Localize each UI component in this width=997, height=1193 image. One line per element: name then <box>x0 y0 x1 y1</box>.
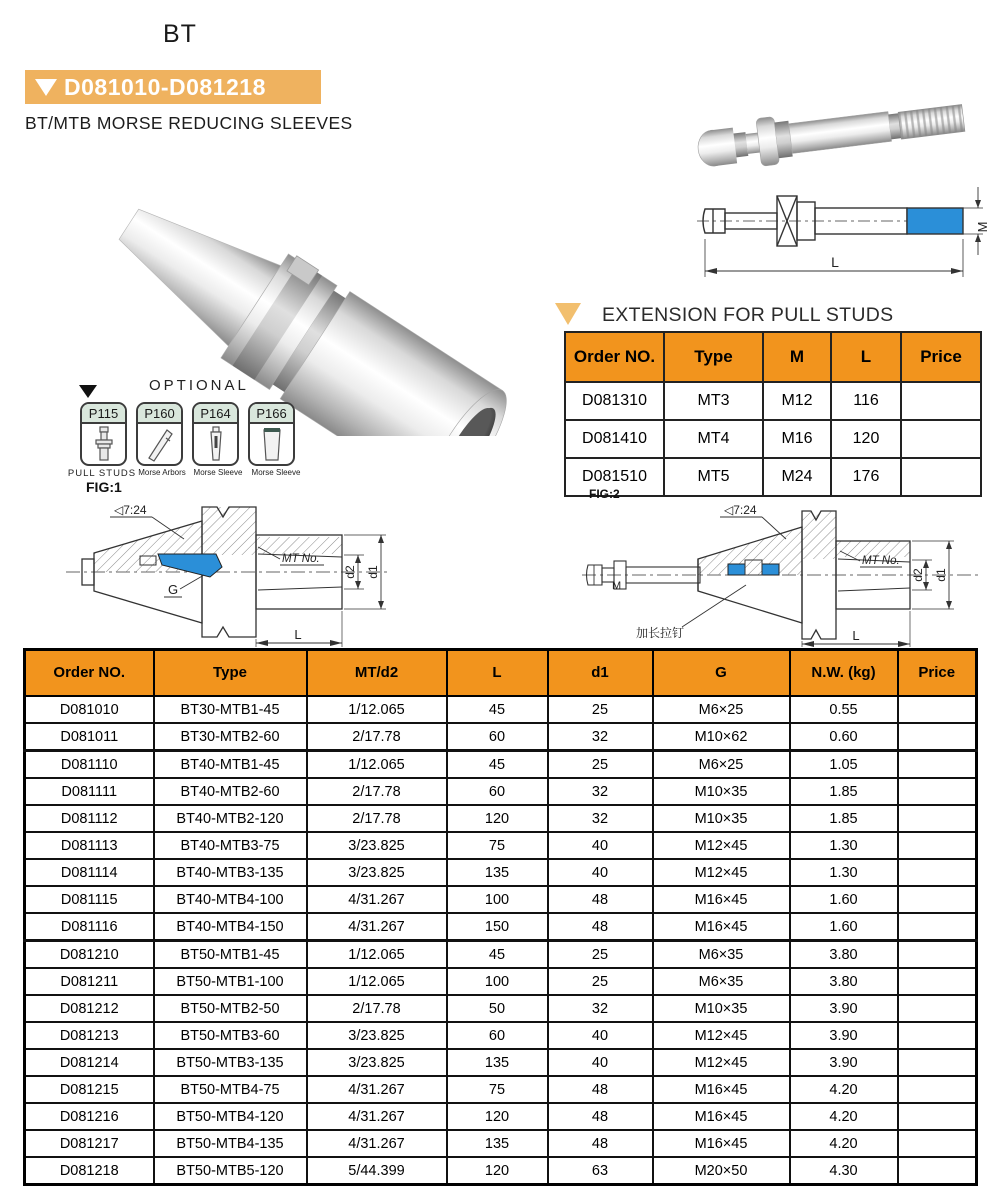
cell: 25 <box>548 696 653 723</box>
table-row <box>25 1157 977 1185</box>
cell: BT50-MTB4-135 <box>154 1130 307 1157</box>
table-row <box>25 751 977 779</box>
banner-text: D081010-D081218 <box>64 73 266 100</box>
cell: 1/12.065 <box>307 696 447 723</box>
cell: BT50-MTB4-75 <box>154 1076 307 1103</box>
cell: BT50-MTB3-60 <box>154 1022 307 1049</box>
fig1-mt-label: MT No. <box>282 553 320 565</box>
cell: 4.20 <box>790 1130 898 1157</box>
cell <box>898 1103 977 1130</box>
col-type: Type <box>664 332 763 382</box>
fig1-l-label: L <box>294 627 302 642</box>
cell: 48 <box>548 1130 653 1157</box>
cell: BT50-MTB3-135 <box>154 1049 307 1076</box>
cell: 1/12.065 <box>307 941 447 969</box>
extension-cell: MT3 <box>664 382 763 420</box>
fig2-l-label: L <box>852 628 860 643</box>
cell <box>898 859 977 886</box>
stud-dim-m-label: M <box>975 221 990 233</box>
table-row <box>25 913 977 941</box>
cell: M6×25 <box>653 751 790 779</box>
col-price: Price <box>901 332 981 382</box>
pull-stud-drawing <box>695 183 997 291</box>
extension-cell <box>901 420 981 458</box>
col-d1: d1 <box>548 650 653 697</box>
main-table-body <box>25 696 977 1185</box>
col-type: Type <box>154 650 307 697</box>
table-row <box>25 886 977 913</box>
fig2-m-label: M <box>612 580 622 592</box>
table-row <box>25 941 977 969</box>
cell: D081214 <box>25 1049 154 1076</box>
cell: 50 <box>447 995 548 1022</box>
cell: BT50-MTB5-120 <box>154 1157 307 1185</box>
cell: 4.20 <box>790 1103 898 1130</box>
optional-code: P166 <box>250 404 293 424</box>
optional-boxes <box>80 402 295 466</box>
fig1-d2-label: d2 <box>343 565 357 579</box>
cell: 75 <box>447 1076 548 1103</box>
table-row <box>25 1103 977 1130</box>
fig2-drawing <box>578 497 988 649</box>
cell: M12×45 <box>653 1049 790 1076</box>
cell: 48 <box>548 886 653 913</box>
cell: D081215 <box>25 1076 154 1103</box>
optional-caption: Morse Sleeve <box>251 468 301 477</box>
cell <box>898 1049 977 1076</box>
table-row <box>25 805 977 832</box>
cell: 135 <box>447 1130 548 1157</box>
col-l: L <box>447 650 548 697</box>
cell: M10×35 <box>653 778 790 805</box>
cell: 2/17.78 <box>307 805 447 832</box>
cell: 4.30 <box>790 1157 898 1185</box>
fig1-taper-label: ◁7:24 <box>114 503 147 517</box>
cell: 100 <box>447 886 548 913</box>
cell: 40 <box>548 1022 653 1049</box>
cell <box>898 751 977 779</box>
cell: BT40-MTB2-60 <box>154 778 307 805</box>
cell: M6×35 <box>653 941 790 969</box>
morse-sleeve-icon <box>194 424 237 464</box>
extension-cell: M16 <box>763 420 831 458</box>
cell: 3/23.825 <box>307 832 447 859</box>
cell: 150 <box>447 913 548 941</box>
cell: BT40-MTB3-75 <box>154 832 307 859</box>
optional-caption: PULL STUDS <box>67 468 137 479</box>
cell: M16×45 <box>653 913 790 941</box>
morse-sleeve-icon <box>250 424 293 464</box>
fig2-d1-label: d1 <box>934 568 948 582</box>
cell: M10×35 <box>653 995 790 1022</box>
cell: 0.55 <box>790 696 898 723</box>
cell <box>898 805 977 832</box>
cell: 63 <box>548 1157 653 1185</box>
cell: 2/17.78 <box>307 778 447 805</box>
cell: 0.60 <box>790 723 898 751</box>
cell: 4/31.267 <box>307 913 447 941</box>
cell: 32 <box>548 995 653 1022</box>
fig2-d2-label: d2 <box>911 568 925 582</box>
cell: 1.60 <box>790 913 898 941</box>
cell: 3.80 <box>790 968 898 995</box>
extension-cell: M12 <box>763 382 831 420</box>
cell: BT40-MTB4-150 <box>154 913 307 941</box>
page-title: BT <box>163 20 197 48</box>
cell: D081216 <box>25 1103 154 1130</box>
cell: 120 <box>447 805 548 832</box>
cell: D081011 <box>25 723 154 751</box>
main-table <box>23 648 978 1186</box>
pull-stud-icon <box>82 424 125 464</box>
table-row <box>25 1049 977 1076</box>
cell: 32 <box>548 778 653 805</box>
optional-box-p164 <box>192 402 239 466</box>
cell: BT50-MTB1-45 <box>154 941 307 969</box>
cell: 75 <box>447 832 548 859</box>
extension-cell <box>901 458 981 496</box>
cell: 25 <box>548 941 653 969</box>
table-row <box>25 859 977 886</box>
cell: BT50-MTB4-120 <box>154 1103 307 1130</box>
cell: M16×45 <box>653 886 790 913</box>
cell: 2/17.78 <box>307 995 447 1022</box>
cell: 120 <box>447 1157 548 1185</box>
page-subtitle: BT/MTB MORSE REDUCING SLEEVES <box>25 113 353 133</box>
cell: 1.05 <box>790 751 898 779</box>
cell: 3/23.825 <box>307 1049 447 1076</box>
cell: 3/23.825 <box>307 859 447 886</box>
extension-table-body <box>565 382 981 496</box>
product-range-banner <box>25 70 321 104</box>
cell: BT40-MTB2-120 <box>154 805 307 832</box>
cell <box>898 1157 977 1185</box>
cell: 135 <box>447 859 548 886</box>
cell: 4.20 <box>790 1076 898 1103</box>
optional-code: P160 <box>138 404 181 424</box>
extension-cell: D081310 <box>565 382 664 420</box>
cell: BT40-MTB3-135 <box>154 859 307 886</box>
extension-triangle-icon <box>555 303 581 325</box>
optional-code: P115 <box>82 404 125 424</box>
pull-stud-photo <box>688 82 973 182</box>
cell: D081110 <box>25 751 154 779</box>
cell: BT50-MTB1-100 <box>154 968 307 995</box>
cell: BT40-MTB4-100 <box>154 886 307 913</box>
extension-table <box>564 331 982 497</box>
cell: 1/12.065 <box>307 968 447 995</box>
col-order-no: Order NO. <box>25 650 154 697</box>
cell: D081213 <box>25 1022 154 1049</box>
cell <box>898 832 977 859</box>
cell: BT30-MTB2-60 <box>154 723 307 751</box>
cell <box>898 941 977 969</box>
fig1-d1-label: d1 <box>366 565 380 579</box>
cell <box>898 723 977 751</box>
cell <box>898 1130 977 1157</box>
cell: 4/31.267 <box>307 1076 447 1103</box>
optional-code: P164 <box>194 404 237 424</box>
cell: 3/23.825 <box>307 1022 447 1049</box>
cell: 2/17.78 <box>307 723 447 751</box>
cell: M6×25 <box>653 696 790 723</box>
table-row <box>25 832 977 859</box>
table-row <box>25 995 977 1022</box>
cell: 1/12.065 <box>307 751 447 779</box>
fig2-taper-label: ◁7:24 <box>724 503 757 517</box>
cell: 60 <box>447 778 548 805</box>
extension-table-row <box>565 458 981 496</box>
cell <box>898 1076 977 1103</box>
cell <box>898 886 977 913</box>
cell: 120 <box>447 1103 548 1130</box>
fig2-label: FIG:2 <box>589 487 620 501</box>
table-row <box>25 1130 977 1157</box>
cell: D081217 <box>25 1130 154 1157</box>
fig2-mt-label: MT No. <box>862 555 900 567</box>
cell: 32 <box>548 723 653 751</box>
banner-triangle-icon <box>35 79 57 96</box>
cell: 4/31.267 <box>307 1103 447 1130</box>
extension-table-row <box>565 420 981 458</box>
cell <box>898 696 977 723</box>
cell: M12×45 <box>653 859 790 886</box>
extension-table-row <box>565 382 981 420</box>
main-header-row <box>25 650 977 697</box>
col-mt-d2: MT/d2 <box>307 650 447 697</box>
cell: D081010 <box>25 696 154 723</box>
optional-heading: OPTIONAL <box>149 377 249 394</box>
cell: D081111 <box>25 778 154 805</box>
cell: 60 <box>447 1022 548 1049</box>
extension-header-row <box>565 332 981 382</box>
cell: 48 <box>548 913 653 941</box>
optional-triangle-icon <box>79 385 97 398</box>
cell: D081210 <box>25 941 154 969</box>
cell: BT30-MTB1-45 <box>154 696 307 723</box>
col-nw: N.W. (kg) <box>790 650 898 697</box>
cell: D081115 <box>25 886 154 913</box>
extension-cell: MT4 <box>664 420 763 458</box>
cell: M16×45 <box>653 1103 790 1130</box>
optional-box-p115 <box>80 402 127 466</box>
table-row <box>25 1022 977 1049</box>
cell: D081112 <box>25 805 154 832</box>
cell: D081211 <box>25 968 154 995</box>
table-row <box>25 1076 977 1103</box>
cell: BT50-MTB2-50 <box>154 995 307 1022</box>
cell: 1.85 <box>790 805 898 832</box>
cell: D081218 <box>25 1157 154 1185</box>
cell: 40 <box>548 1049 653 1076</box>
cell <box>898 968 977 995</box>
cell: BT40-MTB1-45 <box>154 751 307 779</box>
cell: 3.80 <box>790 941 898 969</box>
table-row <box>25 778 977 805</box>
cell: 25 <box>548 751 653 779</box>
cell: 4/31.267 <box>307 1130 447 1157</box>
cell: M20×50 <box>653 1157 790 1185</box>
cell <box>898 1022 977 1049</box>
cell: M10×62 <box>653 723 790 751</box>
cell <box>898 778 977 805</box>
cell: 3.90 <box>790 1049 898 1076</box>
cell: 1.60 <box>790 886 898 913</box>
morse-arbor-icon <box>138 424 181 464</box>
col-g: G <box>653 650 790 697</box>
cell: 60 <box>447 723 548 751</box>
cell: 3.90 <box>790 1022 898 1049</box>
cell: 4/31.267 <box>307 886 447 913</box>
cell: D081114 <box>25 859 154 886</box>
extension-cell: D081410 <box>565 420 664 458</box>
cell: 3.90 <box>790 995 898 1022</box>
fig1-label: FIG:1 <box>86 479 122 495</box>
extension-cell <box>901 382 981 420</box>
cell: M12×45 <box>653 1022 790 1049</box>
extension-cell: 120 <box>831 420 901 458</box>
table-row <box>25 723 977 751</box>
cell: 40 <box>548 859 653 886</box>
cell: M16×45 <box>653 1076 790 1103</box>
cell: 40 <box>548 832 653 859</box>
cell: 48 <box>548 1076 653 1103</box>
optional-caption: Morse Arbors <box>138 468 186 477</box>
cell: 32 <box>548 805 653 832</box>
cell <box>898 995 977 1022</box>
extension-cell: MT5 <box>664 458 763 496</box>
fig1-g-label: G <box>168 582 179 597</box>
extension-cell: 116 <box>831 382 901 420</box>
stud-dim-l-label: L <box>831 254 839 270</box>
cell: D081116 <box>25 913 154 941</box>
cell: M12×45 <box>653 832 790 859</box>
extension-cell: D081510 <box>565 458 664 496</box>
cell: 135 <box>447 1049 548 1076</box>
cell: D081212 <box>25 995 154 1022</box>
extension-cell: 176 <box>831 458 901 496</box>
optional-caption: Morse Sleeve <box>193 468 243 477</box>
table-row <box>25 968 977 995</box>
cell: 1.85 <box>790 778 898 805</box>
extension-cell: M24 <box>763 458 831 496</box>
cell: 25 <box>548 968 653 995</box>
cell: D081113 <box>25 832 154 859</box>
cell: 45 <box>447 941 548 969</box>
cell <box>898 913 977 941</box>
fig1-drawing <box>52 497 397 649</box>
fig2-stud-note: 加长拉钉 <box>636 626 685 640</box>
cell: 1.30 <box>790 859 898 886</box>
table-row <box>25 696 977 723</box>
col-l: L <box>831 332 901 382</box>
cell: 45 <box>447 696 548 723</box>
cell: M10×35 <box>653 805 790 832</box>
cell: 1.30 <box>790 832 898 859</box>
optional-box-p166 <box>248 402 295 466</box>
cell: M6×35 <box>653 968 790 995</box>
cell: M16×45 <box>653 1130 790 1157</box>
col-price: Price <box>898 650 977 697</box>
cell: 45 <box>447 751 548 779</box>
optional-box-p160 <box>136 402 183 466</box>
col-m: M <box>763 332 831 382</box>
cell: 100 <box>447 968 548 995</box>
col-order-no: Order NO. <box>565 332 664 382</box>
cell: 48 <box>548 1103 653 1130</box>
cell: 5/44.399 <box>307 1157 447 1185</box>
extension-title: EXTENSION FOR PULL STUDS <box>602 304 894 326</box>
